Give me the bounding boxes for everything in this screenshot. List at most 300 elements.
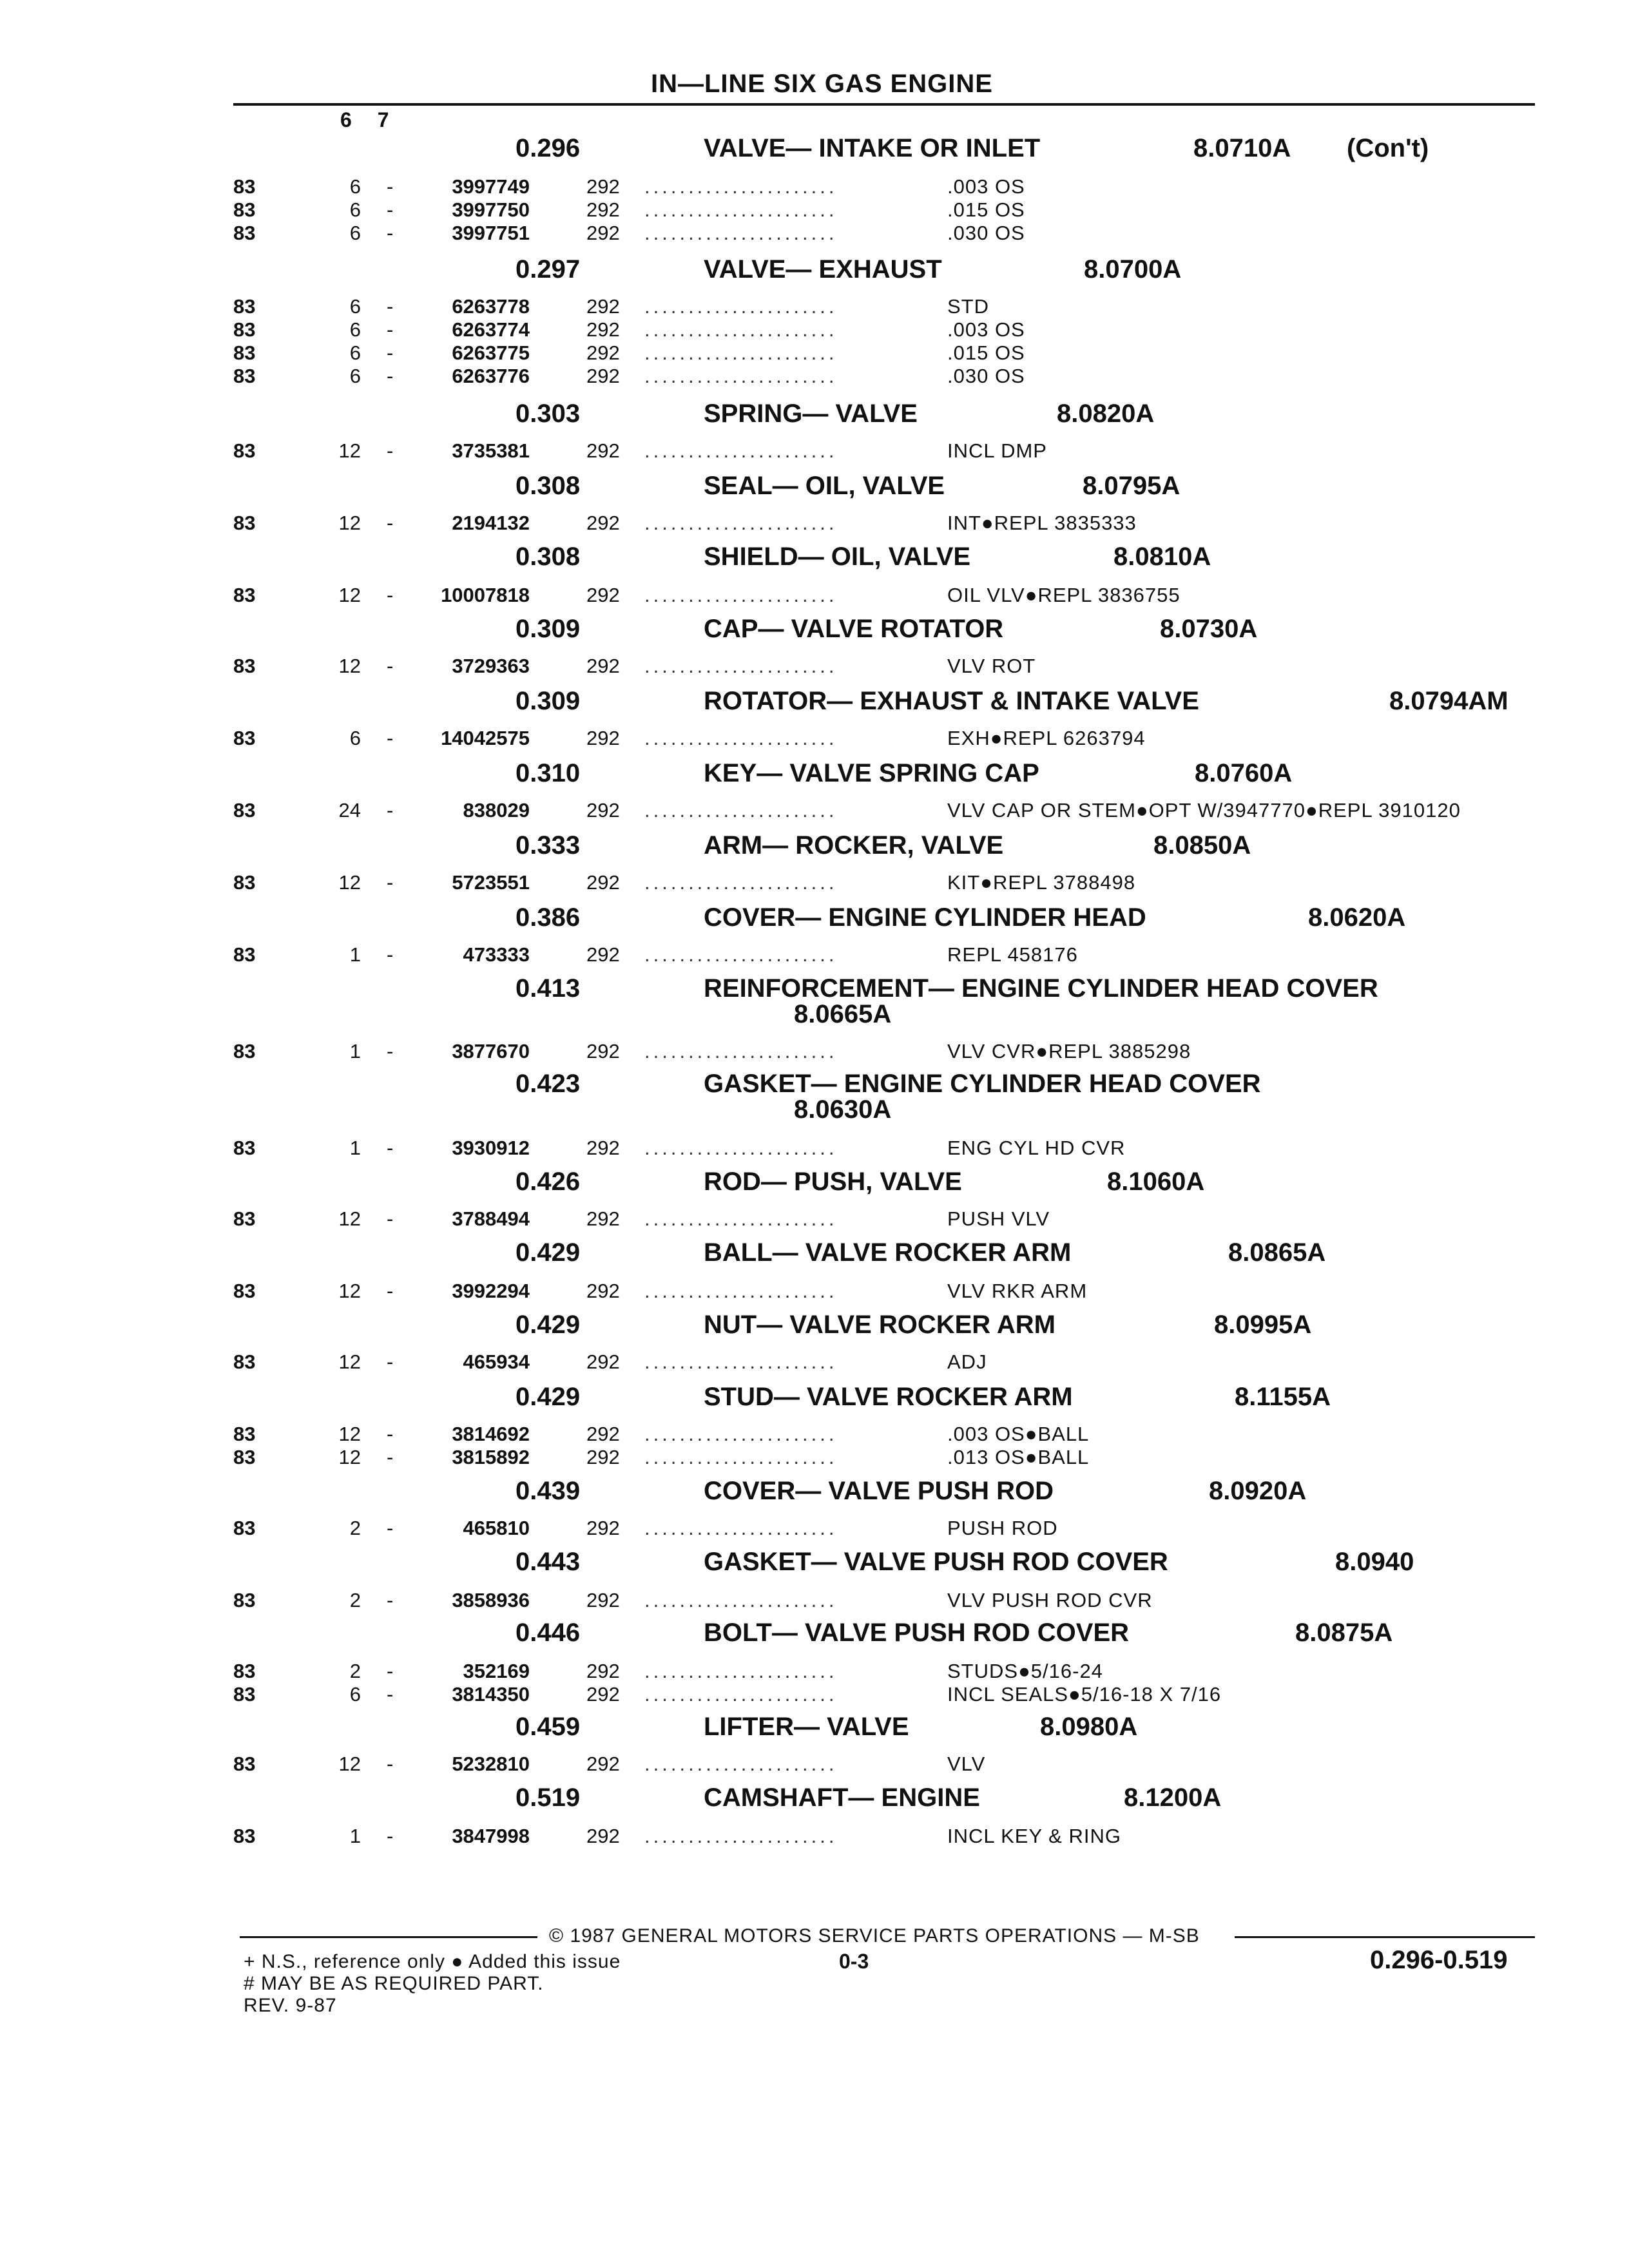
model-year: 83 [233, 1280, 256, 1302]
section-name: REINFORCEMENT— ENGINE CYLINDER HEAD COVER [704, 974, 1378, 1003]
leader-dots: ...................... [644, 198, 838, 221]
quantity: 12 [338, 871, 361, 894]
part-number: 3992294 [452, 1280, 530, 1302]
part-row [0, 1753, 1629, 1776]
quantity: 1 [349, 1137, 361, 1159]
section-code: 0.459 [516, 1713, 581, 1741]
model-year: 83 [233, 1423, 256, 1445]
footer-rule-right [1235, 1936, 1535, 1938]
engine-code: 292 [586, 1589, 620, 1611]
page-number: 0-3 [839, 1950, 869, 1973]
part-description: ENG CYL HD CVR [947, 1137, 1126, 1159]
quantity: 6 [349, 727, 361, 749]
quantity: 12 [338, 439, 361, 462]
separator-dash: - [387, 222, 394, 244]
part-description: EXH●REPL 6263794 [947, 727, 1146, 749]
engine-code: 292 [586, 1137, 620, 1159]
separator-dash: - [387, 1350, 394, 1373]
engine-code: 292 [586, 799, 620, 822]
separator-dash: - [387, 655, 394, 677]
part-number: 3815892 [452, 1446, 530, 1468]
part-description: VLV CAP OR STEM●OPT W/3947770●REPL 3910120 [947, 799, 1461, 822]
engine-code: 292 [586, 512, 620, 534]
section-name: CAMSHAFT— ENGINE [704, 1783, 980, 1812]
part-number: 14042575 [441, 727, 530, 749]
section-name: COVER— VALVE PUSH ROD [704, 1477, 1054, 1505]
section-name: LIFTER— VALVE [704, 1713, 909, 1741]
part-description: REPL 458176 [947, 943, 1078, 966]
section-name: VALVE— EXHAUST [704, 255, 942, 284]
engine-code: 292 [586, 222, 620, 244]
section-name: NUT— VALVE ROCKER ARM [704, 1311, 1055, 1339]
section-code: 0.308 [516, 543, 581, 571]
quantity: 6 [349, 1683, 361, 1706]
separator-dash: - [387, 198, 394, 221]
leader-dots: ...................... [644, 439, 838, 462]
leader-dots: ...................... [644, 365, 838, 387]
section-code: 0.446 [516, 1619, 581, 1647]
model-year: 83 [233, 1137, 256, 1159]
separator-dash: - [387, 1683, 394, 1706]
catalog-number: 8.0665A [794, 1000, 892, 1028]
catalog-number: 8.1200A [1124, 1783, 1222, 1812]
part-row [0, 1825, 1629, 1848]
engine-code: 292 [586, 365, 620, 387]
leader-dots: ...................... [644, 222, 838, 244]
separator-dash: - [387, 365, 394, 387]
footnote-as-required: # MAY BE AS REQUIRED PART. [244, 1973, 544, 1994]
part-row [0, 318, 1629, 341]
part-description: .015 OS [947, 341, 1025, 364]
leader-dots: ...................... [644, 1683, 838, 1706]
model-year: 83 [233, 1825, 256, 1847]
section-name: BOLT— VALVE PUSH ROD COVER [704, 1619, 1130, 1647]
part-number: 3858936 [452, 1589, 530, 1611]
part-row [0, 1280, 1629, 1303]
leader-dots: ...................... [644, 1350, 838, 1373]
section-code: 0.439 [516, 1477, 581, 1505]
model-year: 83 [233, 222, 256, 244]
part-row [0, 871, 1629, 894]
section-name: VALVE— INTAKE OR INLET [704, 134, 1041, 162]
part-description: OIL VLV●REPL 3836755 [947, 584, 1181, 606]
separator-dash: - [387, 1137, 394, 1159]
quantity: 12 [338, 584, 361, 606]
part-number: 465934 [463, 1350, 530, 1373]
engine-code: 292 [586, 1350, 620, 1373]
separator-dash: - [387, 1446, 394, 1468]
part-number: 3877670 [452, 1040, 530, 1062]
part-number: 3788494 [452, 1207, 530, 1230]
quantity: 24 [338, 799, 361, 822]
part-number: 6263778 [452, 295, 530, 318]
part-number: 2194132 [452, 512, 530, 534]
engine-code: 292 [586, 1517, 620, 1539]
part-description: PUSH ROD [947, 1517, 1058, 1539]
model-year: 83 [233, 1589, 256, 1611]
part-description: VLV [947, 1753, 986, 1775]
part-number: 352169 [463, 1660, 530, 1682]
leader-dots: ...................... [644, 1280, 838, 1302]
quantity: 1 [349, 1825, 361, 1847]
leader-dots: ...................... [644, 727, 838, 749]
separator-dash: - [387, 1040, 394, 1062]
quantity: 6 [349, 222, 361, 244]
section-code: 0.309 [516, 615, 581, 643]
part-number: 465810 [463, 1517, 530, 1539]
section-code: 0.333 [516, 831, 581, 860]
model-year: 83 [233, 1660, 256, 1682]
model-year: 83 [233, 799, 256, 822]
part-number: 6263776 [452, 365, 530, 387]
section-code: 0.413 [516, 974, 581, 1003]
page-title: IN—LINE SIX GAS ENGINE [651, 70, 993, 98]
model-year: 83 [233, 1446, 256, 1468]
part-number: 3997751 [452, 222, 530, 244]
leader-dots: ...................... [644, 295, 838, 318]
part-number: 5723551 [452, 871, 530, 894]
engine-code: 292 [586, 1683, 620, 1706]
quantity: 1 [349, 943, 361, 966]
footer-rule-left [240, 1936, 537, 1938]
part-number: 3735381 [452, 439, 530, 462]
header-rule [233, 103, 1535, 106]
engine-code: 292 [586, 943, 620, 966]
section-name: GASKET— ENGINE CYLINDER HEAD COVER [704, 1070, 1261, 1098]
leader-dots: ...................... [644, 1446, 838, 1468]
model-year: 83 [233, 341, 256, 364]
part-row [0, 1683, 1629, 1706]
part-description: VLV ROT [947, 655, 1036, 677]
quantity: 6 [349, 365, 361, 387]
catalog-number: 8.0620A [1308, 903, 1406, 932]
column-numbers [340, 108, 415, 132]
model-year: 83 [233, 175, 256, 198]
model-year: 83 [233, 512, 256, 534]
leader-dots: ...................... [644, 1753, 838, 1775]
separator-dash: - [387, 295, 394, 318]
part-description: KIT●REPL 3788498 [947, 871, 1136, 894]
separator-dash: - [387, 318, 394, 341]
model-year: 83 [233, 198, 256, 221]
quantity: 12 [338, 1280, 361, 1302]
section-name: CAP— VALVE ROTATOR [704, 615, 1004, 643]
engine-code: 292 [586, 1660, 620, 1682]
part-description: ADJ [947, 1350, 987, 1373]
engine-code: 292 [586, 1423, 620, 1445]
part-row [0, 295, 1629, 318]
leader-dots: ...................... [644, 943, 838, 966]
model-year: 83 [233, 727, 256, 749]
separator-dash: - [387, 512, 394, 534]
leader-dots: ...................... [644, 318, 838, 341]
section-name: KEY— VALVE SPRING CAP [704, 759, 1039, 787]
separator-dash: - [387, 1423, 394, 1445]
catalog-number: 8.0730A [1160, 615, 1258, 643]
section-name: STUD— VALVE ROCKER ARM [704, 1383, 1073, 1411]
section-name: ROD— PUSH, VALVE [704, 1168, 962, 1196]
footnote-ns: + N.S., reference only ● Added this issue [244, 1951, 621, 1972]
section-code: 0.386 [516, 903, 581, 932]
part-row [0, 512, 1629, 535]
catalog-number: 8.0710A [1193, 134, 1291, 162]
catalog-number: 8.0794AM [1389, 687, 1509, 715]
quantity: 1 [349, 1040, 361, 1062]
section-code: 0.308 [516, 472, 581, 500]
engine-code: 292 [586, 439, 620, 462]
part-description: .030 OS [947, 365, 1025, 387]
part-row [0, 1660, 1629, 1683]
separator-dash: - [387, 871, 394, 894]
part-number: 6263775 [452, 341, 530, 364]
leader-dots: ...................... [644, 1660, 838, 1682]
part-description: .003 OS●BALL [947, 1423, 1090, 1445]
section-code: 0.429 [516, 1238, 581, 1267]
separator-dash: - [387, 727, 394, 749]
part-row [0, 222, 1629, 245]
engine-code: 292 [586, 1040, 620, 1062]
part-row [0, 584, 1629, 607]
part-number: 3930912 [452, 1137, 530, 1159]
model-year: 83 [233, 1517, 256, 1539]
part-number: 5232810 [452, 1753, 530, 1775]
part-description: INT●REPL 3835333 [947, 512, 1137, 534]
part-number: 10007818 [441, 584, 530, 606]
part-row [0, 1589, 1629, 1612]
part-number: 473333 [463, 943, 530, 966]
catalog-number: 8.0980A [1040, 1713, 1138, 1741]
part-description: .030 OS [947, 222, 1025, 244]
section-name: ROTATOR— EXHAUST & INTAKE VALVE [704, 687, 1199, 715]
part-description: VLV RKR ARM [947, 1280, 1088, 1302]
separator-dash: - [387, 1660, 394, 1682]
model-year: 83 [233, 1683, 256, 1706]
part-row [0, 1137, 1629, 1160]
model-year: 83 [233, 943, 256, 966]
quantity: 2 [349, 1589, 361, 1611]
quantity: 12 [338, 1350, 361, 1373]
quantity: 12 [338, 1207, 361, 1230]
part-row [0, 1040, 1629, 1063]
catalog-number: 8.0940 [1335, 1548, 1414, 1576]
section-code: 0.423 [516, 1070, 581, 1098]
part-number: 3729363 [452, 655, 530, 677]
catalog-number: 8.0820A [1057, 399, 1155, 428]
engine-code: 292 [586, 341, 620, 364]
part-description: INCL KEY & RING [947, 1825, 1121, 1847]
separator-dash: - [387, 584, 394, 606]
part-description: INCL SEALS●5/16-18 X 7/16 [947, 1683, 1222, 1706]
catalog-number: 8.0795A [1083, 472, 1181, 500]
part-row [0, 365, 1629, 388]
part-row [0, 1207, 1629, 1231]
engine-code: 292 [586, 295, 620, 318]
part-number: 3997749 [452, 175, 530, 198]
model-year: 83 [233, 1207, 256, 1230]
separator-dash: - [387, 1825, 394, 1847]
page-range: 0.296-0.519 [1370, 1946, 1508, 1974]
model-year: 83 [233, 1040, 256, 1062]
part-description: .003 OS [947, 318, 1025, 341]
catalog-number: 8.0875A [1295, 1619, 1393, 1647]
part-row [0, 198, 1629, 222]
section-code: 0.519 [516, 1783, 581, 1812]
section-code: 0.443 [516, 1548, 581, 1576]
part-description: STD [947, 295, 989, 318]
separator-dash: - [387, 1207, 394, 1230]
catalog-number: 8.0865A [1228, 1238, 1326, 1267]
quantity: 12 [338, 1423, 361, 1445]
catalog-number: 8.0850A [1153, 831, 1251, 860]
catalog-number: 8.1060A [1107, 1168, 1205, 1196]
catalog-number: 8.0700A [1084, 255, 1182, 284]
leader-dots: ...................... [644, 175, 838, 198]
model-year: 83 [233, 871, 256, 894]
separator-dash: - [387, 1753, 394, 1775]
section-name: SPRING— VALVE [704, 399, 918, 428]
section-code: 0.429 [516, 1311, 581, 1339]
engine-code: 292 [586, 175, 620, 198]
section-code: 0.296 [516, 134, 581, 162]
part-row [0, 341, 1629, 365]
leader-dots: ...................... [644, 341, 838, 364]
part-row [0, 655, 1629, 678]
section-code: 0.310 [516, 759, 581, 787]
part-row [0, 1350, 1629, 1374]
part-row [0, 727, 1629, 750]
quantity: 6 [349, 198, 361, 221]
separator-dash: - [387, 439, 394, 462]
engine-code: 292 [586, 1753, 620, 1775]
catalog-number: 8.0810A [1113, 543, 1211, 571]
copyright-notice: © 1987 GENERAL MOTORS SERVICE PARTS OPERATIONS — M-SB [549, 1925, 1200, 1946]
engine-code: 292 [586, 1280, 620, 1302]
separator-dash: - [387, 175, 394, 198]
revision-note: REV. 9-87 [244, 1995, 337, 2016]
part-row [0, 1517, 1629, 1540]
continued-marker: (Con't) [1347, 134, 1429, 162]
part-description: PUSH VLV [947, 1207, 1050, 1230]
quantity: 6 [349, 318, 361, 341]
leader-dots: ...................... [644, 1137, 838, 1159]
quantity: 12 [338, 1446, 361, 1468]
engine-code: 292 [586, 198, 620, 221]
part-description: INCL DMP [947, 439, 1047, 462]
leader-dots: ...................... [644, 1040, 838, 1062]
leader-dots: ...................... [644, 871, 838, 894]
section-code: 0.426 [516, 1168, 581, 1196]
engine-code: 292 [586, 584, 620, 606]
catalog-number: 8.1155A [1235, 1383, 1331, 1411]
model-year: 83 [233, 365, 256, 387]
part-row [0, 943, 1629, 966]
quantity: 6 [349, 341, 361, 364]
quantity: 6 [349, 295, 361, 318]
separator-dash: - [387, 1517, 394, 1539]
leader-dots: ...................... [644, 512, 838, 534]
part-number: 3814692 [452, 1423, 530, 1445]
leader-dots: ...................... [644, 1207, 838, 1230]
catalog-number: 8.0760A [1195, 759, 1293, 787]
model-year: 83 [233, 439, 256, 462]
leader-dots: ...................... [644, 1825, 838, 1847]
quantity: 12 [338, 1753, 361, 1775]
catalog-number: 8.0630A [794, 1095, 892, 1124]
part-description: STUDS●5/16-24 [947, 1660, 1103, 1682]
part-number: 3997750 [452, 198, 530, 221]
model-year: 83 [233, 295, 256, 318]
model-year: 83 [233, 655, 256, 677]
separator-dash: - [387, 341, 394, 364]
catalog-number: 8.0995A [1214, 1311, 1312, 1339]
part-description: .013 OS●BALL [947, 1446, 1090, 1468]
leader-dots: ...................... [644, 799, 838, 822]
quantity: 12 [338, 512, 361, 534]
engine-code: 292 [586, 655, 620, 677]
catalog-number: 8.0920A [1209, 1477, 1307, 1505]
engine-code: 292 [586, 727, 620, 749]
quantity: 12 [338, 655, 361, 677]
column-number: 6 [340, 108, 352, 131]
leader-dots: ...................... [644, 584, 838, 606]
section-name: BALL— VALVE ROCKER ARM [704, 1238, 1072, 1267]
section-name: COVER— ENGINE CYLINDER HEAD [704, 903, 1146, 932]
model-year: 83 [233, 1350, 256, 1373]
leader-dots: ...................... [644, 1517, 838, 1539]
engine-code: 292 [586, 318, 620, 341]
part-row [0, 1446, 1629, 1469]
separator-dash: - [387, 1280, 394, 1302]
section-name: GASKET— VALVE PUSH ROD COVER [704, 1548, 1168, 1576]
column-number: 7 [377, 108, 389, 131]
separator-dash: - [387, 943, 394, 966]
model-year: 83 [233, 318, 256, 341]
part-row [0, 439, 1629, 463]
part-row [0, 1423, 1629, 1446]
part-description: VLV CVR●REPL 3885298 [947, 1040, 1191, 1062]
quantity: 2 [349, 1517, 361, 1539]
engine-code: 292 [586, 1825, 620, 1847]
part-number: 3814350 [452, 1683, 530, 1706]
model-year: 83 [233, 1753, 256, 1775]
quantity: 2 [349, 1660, 361, 1682]
engine-code: 292 [586, 1207, 620, 1230]
part-row [0, 799, 1629, 822]
part-number: 838029 [463, 799, 530, 822]
part-description: .015 OS [947, 198, 1025, 221]
part-number: 6263774 [452, 318, 530, 341]
engine-code: 292 [586, 1446, 620, 1468]
leader-dots: ...................... [644, 1423, 838, 1445]
engine-code: 292 [586, 871, 620, 894]
leader-dots: ...................... [644, 655, 838, 677]
model-year: 83 [233, 584, 256, 606]
leader-dots: ...................... [644, 1589, 838, 1611]
section-name: SEAL— OIL, VALVE [704, 472, 945, 500]
part-description: .003 OS [947, 175, 1025, 198]
section-name: ARM— ROCKER, VALVE [704, 831, 1004, 860]
quantity: 6 [349, 175, 361, 198]
section-code: 0.429 [516, 1383, 581, 1411]
section-name: SHIELD— OIL, VALVE [704, 543, 971, 571]
section-code: 0.303 [516, 399, 581, 428]
section-code: 0.297 [516, 255, 581, 284]
part-description: VLV PUSH ROD CVR [947, 1589, 1153, 1611]
part-number: 3847998 [452, 1825, 530, 1847]
part-row [0, 175, 1629, 198]
separator-dash: - [387, 799, 394, 822]
separator-dash: - [387, 1589, 394, 1611]
